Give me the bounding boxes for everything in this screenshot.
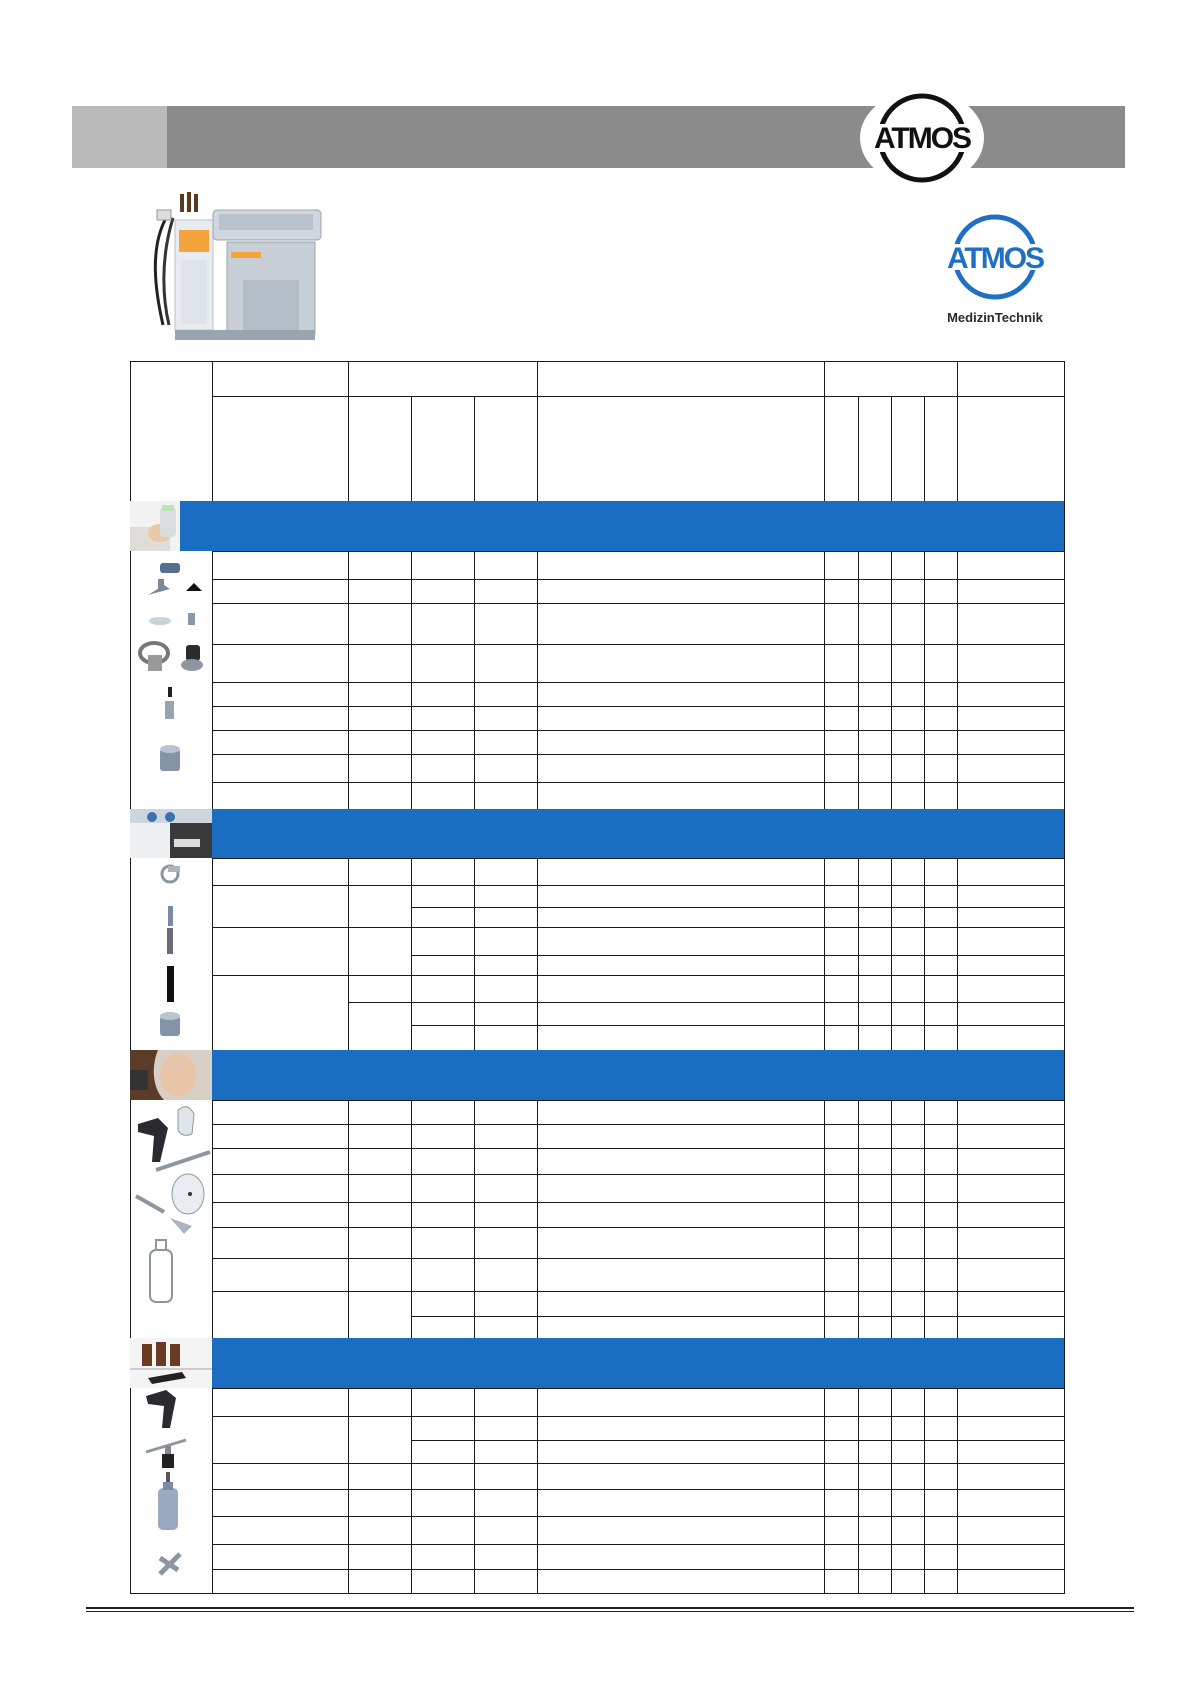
header-col-rule <box>411 396 412 501</box>
table-col-rule <box>891 1100 892 1338</box>
table-col-rule <box>411 1388 412 1593</box>
table-col-rule <box>411 858 412 1050</box>
table-col-rule <box>348 551 349 809</box>
table-row-rule <box>411 907 1064 908</box>
table-col-rule <box>474 1100 475 1338</box>
table-col-rule <box>411 1100 412 1338</box>
table-row-rule <box>212 1202 1064 1203</box>
header-col-rule <box>824 361 825 501</box>
table-col-rule <box>824 551 825 809</box>
table-border-top <box>130 361 1064 362</box>
section-header-bar <box>130 501 1064 551</box>
table-col-rule <box>891 551 892 809</box>
brand-tagline: MedizinTechnik <box>947 310 1043 325</box>
table-row-rule <box>212 1463 1064 1464</box>
table-col-rule <box>537 858 538 1050</box>
table-col-rule <box>537 1100 538 1338</box>
section-header-bar <box>130 809 1064 858</box>
table-row-rule <box>212 1516 1064 1517</box>
merged-cell <box>213 1417 348 1463</box>
table-col-rule <box>474 858 475 1050</box>
table-row-rule <box>212 603 1064 604</box>
header-col-rule <box>212 361 213 501</box>
hand-holding-bottle-photo <box>130 501 212 551</box>
table-row-rule <box>212 1148 1064 1149</box>
merged-cell <box>213 928 348 975</box>
table-row-rule <box>212 1227 1064 1228</box>
table-row-rule <box>212 782 1064 783</box>
table-col-rule <box>957 1100 958 1338</box>
unit-closeup-photo <box>130 809 212 858</box>
table-row-rule <box>212 682 1064 683</box>
patient-ear-treatment-photo <box>130 1050 212 1100</box>
table-col-rule <box>858 1100 859 1338</box>
table-row-rule <box>212 644 1064 645</box>
table-row-rule <box>212 579 1064 580</box>
table-col-rule <box>824 858 825 1050</box>
header-col-rule <box>537 361 538 501</box>
table-col-rule <box>924 858 925 1050</box>
header-col-rule <box>474 396 475 501</box>
header-col-rule <box>924 396 925 501</box>
table-row-rule <box>212 1593 1064 1594</box>
table-col-rule <box>824 1100 825 1338</box>
table-col-rule <box>858 551 859 809</box>
table-row-rule <box>411 1316 1064 1317</box>
table-col-rule <box>537 551 538 809</box>
accessory-images <box>130 1100 212 1338</box>
table-row-rule <box>212 1544 1064 1545</box>
table-row-rule <box>212 730 1064 731</box>
table-col-rule <box>474 1388 475 1593</box>
table-col-rule <box>348 1388 349 1593</box>
table-row-rule <box>212 754 1064 755</box>
accessory-images <box>130 858 212 1050</box>
table-row-rule <box>411 1025 1064 1026</box>
merged-cell <box>213 886 348 927</box>
table-col-rule <box>924 1388 925 1593</box>
brand-logo <box>925 210 1065 330</box>
header-tab <box>72 106 167 168</box>
table-row-rule <box>212 1489 1064 1490</box>
header-col-rule <box>348 361 349 501</box>
table-row-rule <box>212 1258 1064 1259</box>
table-col-rule <box>957 1388 958 1593</box>
table-row-rule <box>411 1440 1064 1441</box>
merged-cell <box>213 976 348 1025</box>
table-row-rule <box>212 706 1064 707</box>
table-border-right <box>1064 361 1065 1593</box>
accessory-images <box>130 1388 212 1593</box>
table-row-rule <box>212 1388 1064 1389</box>
table-row-rule <box>212 858 1064 859</box>
header-col-rule <box>891 396 892 501</box>
table-col-rule <box>348 858 349 1050</box>
table-col-rule <box>474 551 475 809</box>
header-subrule <box>212 396 1064 397</box>
section-header-bar <box>130 1050 1064 1100</box>
table-col-rule <box>957 551 958 809</box>
bottles-and-handpiece-photo <box>130 1338 212 1388</box>
table-row-rule <box>212 551 1064 552</box>
product-table <box>130 361 1064 1593</box>
header-logo <box>860 90 984 186</box>
table-col-rule <box>537 1388 538 1593</box>
footer-rule-thin <box>86 1611 1134 1612</box>
header-logo-text: ATMOS <box>873 122 971 155</box>
table-col-rule <box>411 551 412 809</box>
product-photo <box>135 190 330 355</box>
table-col-rule <box>858 1388 859 1593</box>
merged-cell <box>213 1292 348 1338</box>
table-col-rule <box>891 858 892 1050</box>
table-row-rule <box>212 1569 1064 1570</box>
table-col-rule <box>824 1388 825 1593</box>
header-col-rule <box>957 361 958 501</box>
table-row-rule <box>212 1100 1064 1101</box>
footer-rule <box>86 1607 1134 1609</box>
table-row-rule <box>212 1174 1064 1175</box>
table-col-rule <box>212 551 213 809</box>
table-col-rule <box>924 1100 925 1338</box>
table-row-rule <box>411 955 1064 956</box>
section-header-bar <box>130 1338 1064 1388</box>
header-col-rule <box>858 396 859 501</box>
table-col-rule <box>924 551 925 809</box>
table-col-rule <box>348 1100 349 1338</box>
table-row-rule <box>212 1124 1064 1125</box>
table-col-rule <box>957 858 958 1050</box>
brand-logo-text: ATMOS <box>946 242 1044 275</box>
accessory-images <box>130 551 212 809</box>
table-col-rule <box>891 1388 892 1593</box>
table-col-rule <box>858 858 859 1050</box>
